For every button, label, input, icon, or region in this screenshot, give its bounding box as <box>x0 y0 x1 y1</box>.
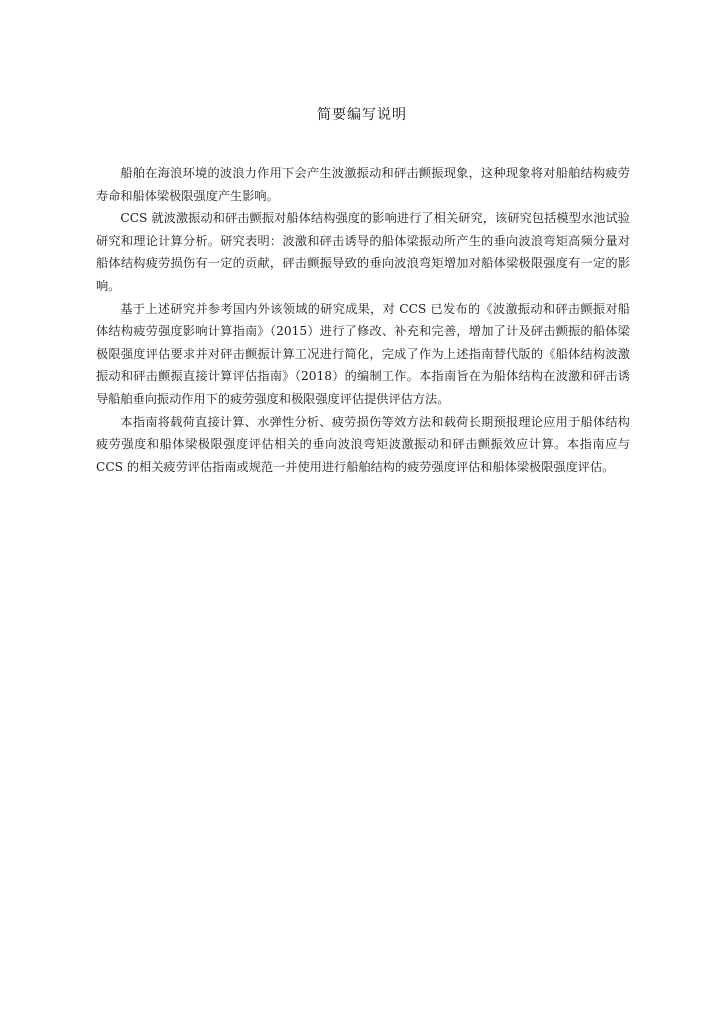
paragraph-1: 船舶在海浪环境的波浪力作用下会产生波激振动和砰击颤振现象，这种现象将对船舶结构疲劳寿命和船体梁极限强度产生影响。 <box>96 166 630 203</box>
paragraph-2: CCS 就波激振动和砰击颤振对船体结构强度的影响进行了相关研究，该研究包括模型水池试验研究和理论计算分析。研究表明：波激和砰击诱导的船体梁振动所产生的垂向波浪弯矩高频分量对船体结构疲劳损伤有一定的贡献，砰击颤振导致的垂向波浪弯矩增加对船体梁极限强度有一定的影响。 <box>96 211 630 293</box>
paragraph-4: 本指南将载荷直接计算、水弹性分析、疲劳损伤等效方法和载荷长期预报理论应用于船体结构疲劳强度和船体梁极限强度评估相关的垂向波浪弯矩波激振动和砰击颤振效应计算。本指南应与 CCS 的相关疲劳评估指南或规范一并使用进行船舶结构的疲劳强度评估和船体梁极限强度评估。 <box>96 414 630 474</box>
document-body <box>96 162 630 478</box>
paragraph-3: 基于上述研究并参考国内外该领域的研究成果，对 CCS 已发布的《波激振动和砰击颤振对船体结构疲劳强度影响计算指南》（2015）进行了修改、补充和完善，增加了计及砰击颤振的船体梁极限强度评估要求并对砰击颤振计算工况进行简化，完成了作为上述指南替代版的《船体结构波激振动和砰击颤振直接计算评估指南》（2018）的编制工作。本指南旨在为船体结构在波激和砰击诱导船舶垂向振动作用下的疲劳强度和极限强度评估提供评估方法。 <box>96 301 630 406</box>
document-title: 简要编写说明 <box>317 107 407 123</box>
